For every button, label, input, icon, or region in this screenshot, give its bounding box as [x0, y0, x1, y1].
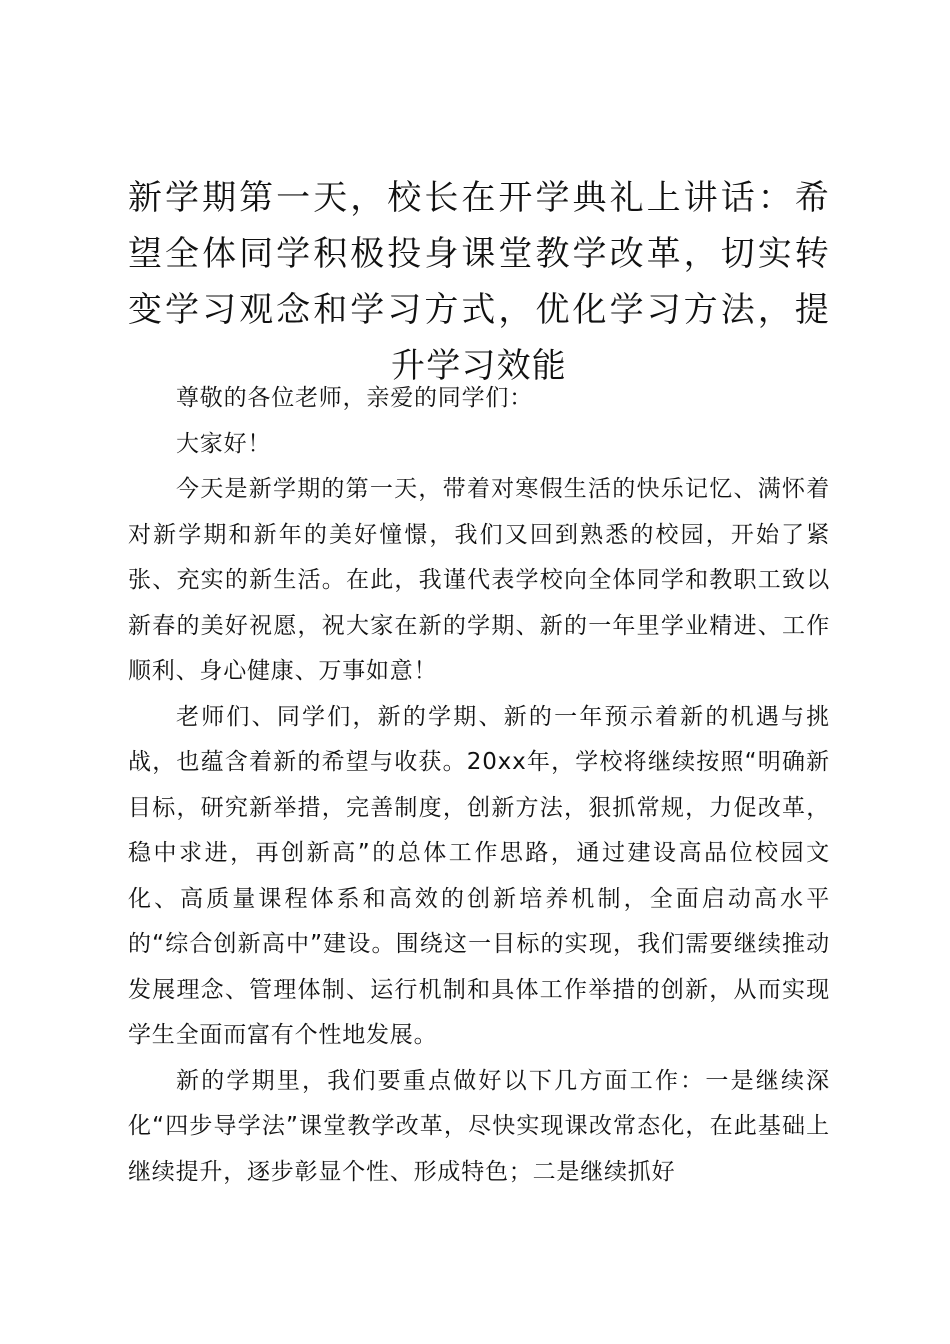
document-title: 新学期第一天，校长在开学典礼上讲话：希望全体同学积极投身课堂教学改革，切实转变学习观念和学习方式，优化学习方法，提升学习效能 — [128, 178, 830, 386]
document-body — [128, 376, 830, 1195]
body-paragraph: 老师们、同学们，新的学期、新的一年预示着新的机遇与挑战，也蕴含着新的希望与收获。20xx年，学校将继续按照“明确新目标，研究新举措，完善制度，创新方法，狠抓常规，力促改革，稳中求进，再创新高”的总体工作思路，通过建设高品位校园文化、高质量课程体系和高效的创新培养机制，全面启动高水平的“综合创新高中”建设。围绕这一目标的实现，我们需要继续推动发展理念、管理体制、运行机制和具体工作举措的创新，从而实现学生全面而富有个性地发展。 — [128, 703, 830, 1048]
body-paragraph: 新的学期里，我们要重点做好以下几方面工作：一是继续深化“四步导学法”课堂教学改革，尽快实现课改常态化，在此基础上继续提升，逐步彰显个性、形成特色；二是继续抓好 — [128, 1067, 830, 1185]
salutation: 尊敬的各位老师，亲爱的同学们： — [176, 385, 533, 411]
greeting: 大家好！ — [176, 430, 272, 457]
body-paragraph: 今天是新学期的第一天，带着对寒假生活的快乐记忆、满怀着对新学期和新年的美好憧憬，我们又回到熟悉的校园，开始了紧张、充实的新生活。在此，我谨代表学校向全体同学和教职工致以新春的美好祝愿，祝大家在新的学期、新的一年里学业精进、工作顺利、身心健康、万事如意！ — [128, 476, 830, 684]
